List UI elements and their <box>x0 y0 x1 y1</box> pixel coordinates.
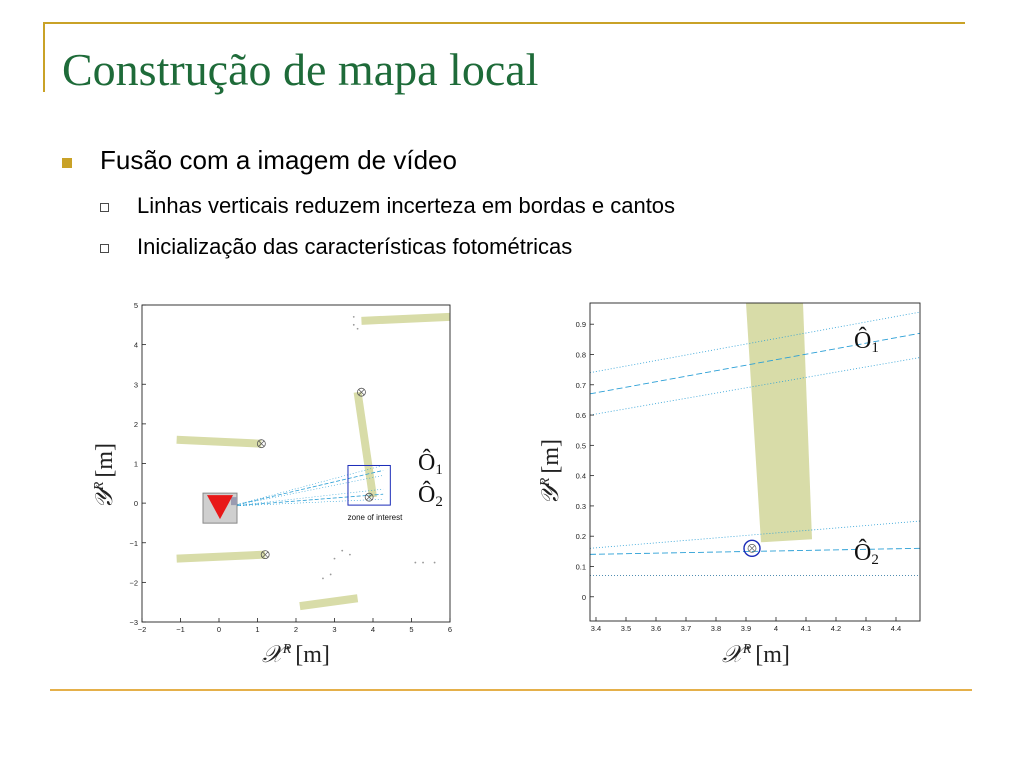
x-tick-label: 3.5 <box>620 624 632 633</box>
bullet-text: Fusão com a imagem de vídeo <box>100 145 457 175</box>
wall-segment <box>177 440 262 444</box>
plot-frame <box>142 305 450 622</box>
y-tick-label: 0 <box>133 499 138 509</box>
x-tick-label: 3 <box>332 625 337 634</box>
x-tick-label: 4.1 <box>800 624 812 633</box>
laser-point <box>434 562 436 564</box>
y-tick-label: 0.1 <box>575 562 586 572</box>
landmark-o1-label: Ô1 <box>854 328 879 356</box>
square-bullet-icon <box>62 158 72 168</box>
y-tick-label: 0.3 <box>575 501 586 511</box>
wall-segment <box>358 392 373 497</box>
feature-cross <box>749 546 755 552</box>
hollow-square-bullet-icon <box>100 203 109 212</box>
x-tick-label: 0 <box>216 625 222 634</box>
zone-of-interest-label: zone of interest <box>347 513 403 522</box>
title-frame-top-rule <box>43 22 965 24</box>
x-tick-label: 3.6 <box>650 624 662 633</box>
x-tick-label: 6 <box>447 625 453 634</box>
wall-segment <box>177 555 266 559</box>
y-tick-label: 0.8 <box>575 350 586 360</box>
y-tick-label: 2 <box>133 419 138 429</box>
laser-point <box>353 324 355 326</box>
x-tick-label: 4.3 <box>860 624 872 633</box>
x-tick-label: 4.2 <box>830 624 842 633</box>
local-map-chart <box>70 290 470 680</box>
x-tick-label: 4 <box>370 625 376 634</box>
y-axis-label: 𝒴$^R$[m] <box>92 442 118 510</box>
y-tick-label: 0.5 <box>575 441 586 451</box>
laser-point <box>322 578 324 580</box>
x-tick-label: 2 <box>293 625 299 634</box>
y-tick-label: 5 <box>133 301 138 310</box>
x-axis-label: 𝒳$^R$ [m] <box>262 642 330 668</box>
wall-segment <box>300 598 358 606</box>
x-axis-label: 𝒳$^R$ [m] <box>722 642 790 668</box>
hollow-square-bullet-icon <box>100 244 109 253</box>
ray-bound <box>231 475 383 506</box>
landmark-o2-label: Ô2 <box>854 540 879 568</box>
y-tick-label: −2 <box>129 578 138 588</box>
laser-point <box>422 562 424 564</box>
laser-point <box>330 574 332 576</box>
zoom-chart <box>530 290 950 680</box>
laser-point <box>414 562 416 564</box>
y-tick-label: −3 <box>129 618 138 627</box>
x-tick-label: 1 <box>255 625 260 634</box>
x-tick-label: 3.9 <box>740 624 752 633</box>
wall-area <box>746 303 812 542</box>
y-tick-label: 1 <box>133 459 138 469</box>
landmark-o1-label: Ô1 <box>418 450 443 478</box>
y-tick-label: 0.6 <box>575 411 586 421</box>
y-tick-label: 0.2 <box>575 532 586 542</box>
footer-rule <box>50 689 972 691</box>
y-tick-label: 0.7 <box>575 380 586 390</box>
bullet-text: Linhas verticais reduzem incerteza em bordas e cantos <box>137 193 676 218</box>
robot-sensor <box>231 497 237 505</box>
y-tick-label: 0 <box>581 592 586 602</box>
laser-point <box>357 328 359 330</box>
ray-bound <box>231 489 383 506</box>
x-tick-label: 3.8 <box>710 624 722 633</box>
x-tick-label: 4 <box>773 624 779 633</box>
y-tick-label: 4 <box>133 340 138 350</box>
ray-line <box>231 470 383 506</box>
y-tick-label: 0.9 <box>575 320 586 330</box>
bullet-text: Inicialização das características fotométricas <box>137 234 573 259</box>
x-tick-label: 4.4 <box>890 624 902 633</box>
x-tick-label: 5 <box>409 625 414 634</box>
x-tick-label: −2 <box>137 625 147 634</box>
x-tick-label: 3.7 <box>680 624 692 633</box>
landmark-o2-label: Ô2 <box>418 482 443 510</box>
laser-point <box>349 554 351 556</box>
laser-point <box>353 316 355 318</box>
wall-segment <box>361 317 450 321</box>
y-axis-label: 𝒴$^R$[m] <box>538 438 564 506</box>
laser-point <box>334 558 336 560</box>
x-tick-label: −1 <box>176 625 185 634</box>
y-tick-label: 3 <box>133 380 138 390</box>
x-tick-label: 3.4 <box>590 624 602 633</box>
title-frame-left-rule <box>43 22 45 92</box>
y-tick-label: −1 <box>129 538 138 548</box>
laser-point <box>341 550 343 552</box>
y-tick-label: 0.4 <box>575 471 586 481</box>
slide-title: Construção de mapa local <box>62 44 539 95</box>
